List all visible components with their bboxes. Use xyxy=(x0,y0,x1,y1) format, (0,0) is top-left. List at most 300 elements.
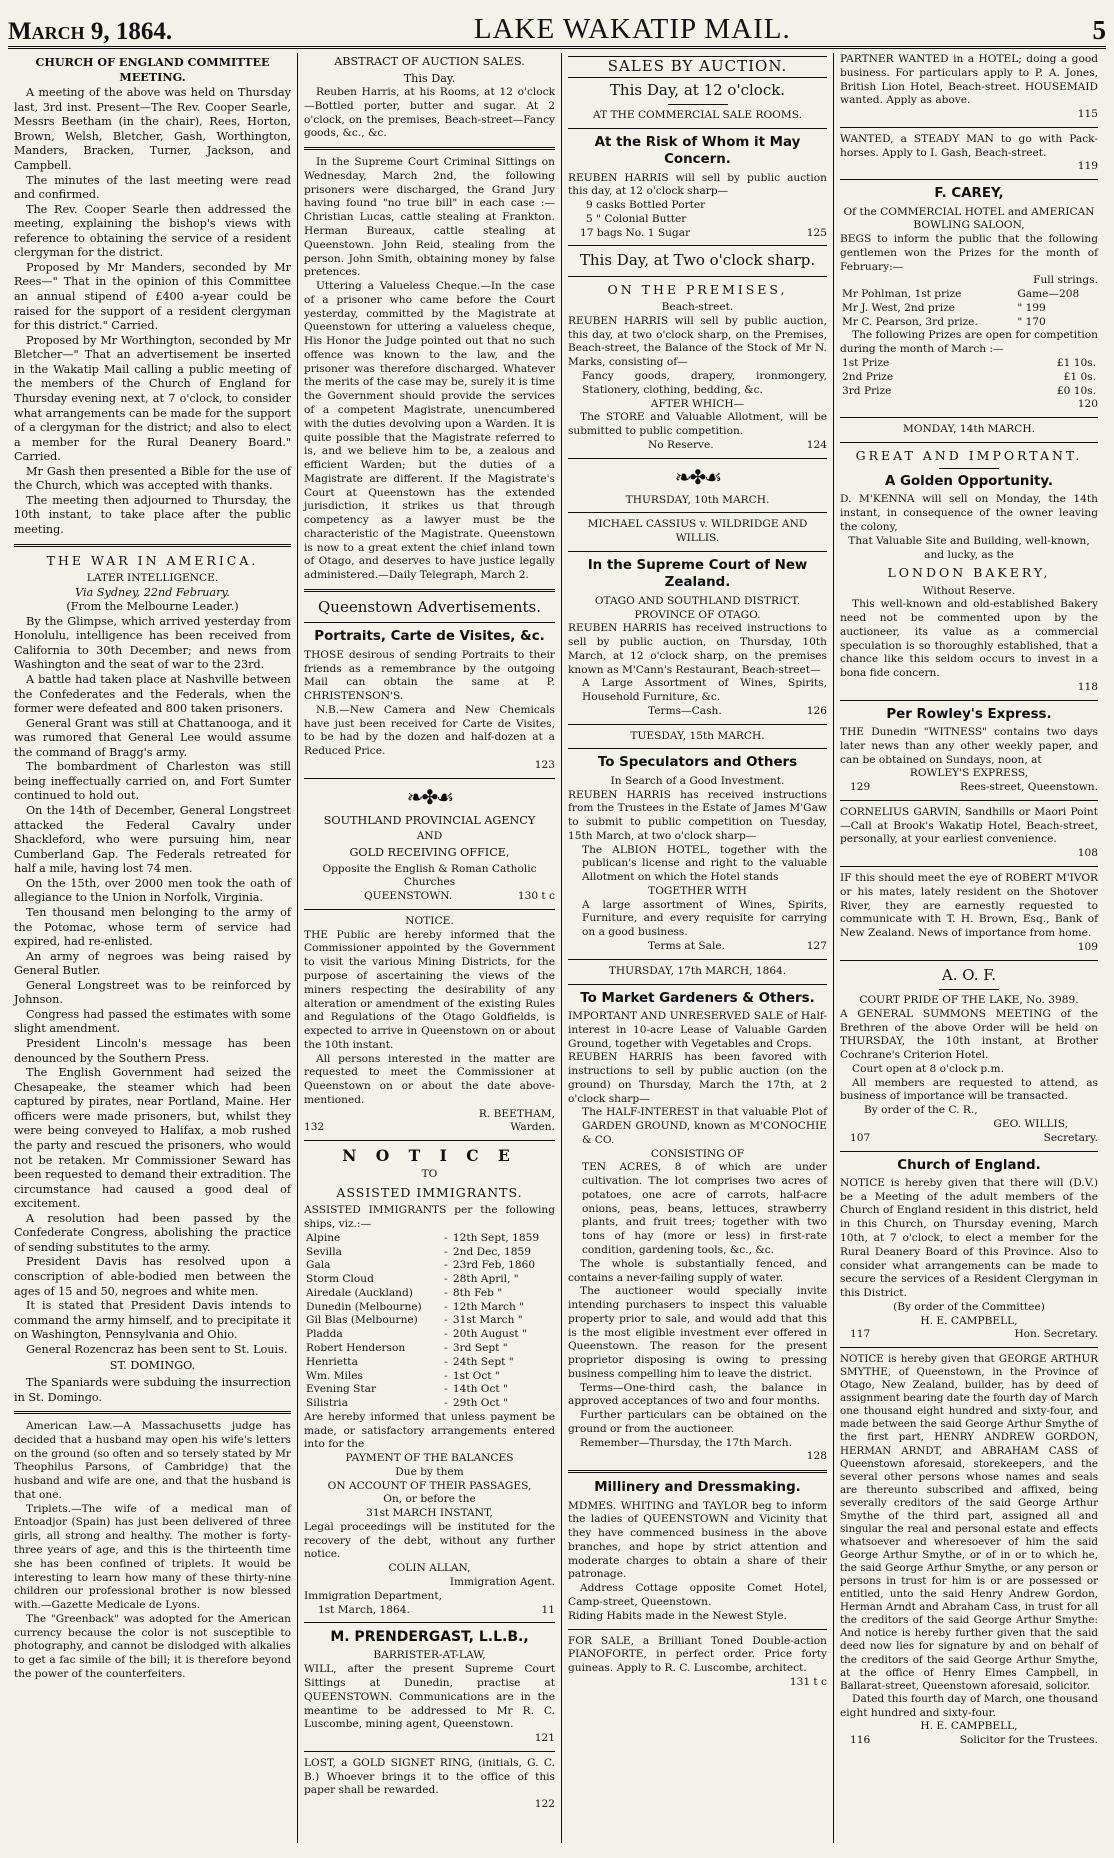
notice-role: Warden. xyxy=(510,1121,555,1134)
divider xyxy=(304,589,555,592)
ship-date: 3rd Sept " xyxy=(452,1341,508,1354)
immigrants-date: 31st MARCH INSTANT, xyxy=(366,1507,493,1520)
gardeners-paragraph: REUBEN HARRIS has been favored with instructions to sell by public auction (on the ground) on Thursday, March the 17th, at 2 o'clock sharp— xyxy=(568,1051,827,1105)
article-paragraph: Congress had passed the estimates with some slight amendment. xyxy=(14,1007,291,1036)
london-bakery: LONDON BAKERY, xyxy=(887,565,1051,581)
abstract-subheading: This Day. xyxy=(403,71,456,85)
risk-item: 9 casks Bottled Porter xyxy=(586,199,706,212)
article-paragraph: A battle had taken place at Nashville between the Confederates and the Federals, when the former were defeated and 800 taken prisoners. xyxy=(14,672,291,716)
divider xyxy=(568,1629,827,1630)
speculators-subheading: In Search of a Good Investment. xyxy=(610,774,785,787)
divider xyxy=(840,127,1098,128)
smythe-dated: Dated this fourth day of March, one thousand eight hundred and sixty-four. xyxy=(840,1692,1098,1719)
article-paragraph: A resolution had been passed by the Confederate Congress, abolishing the practice of sending substitutes to the army. xyxy=(14,1211,291,1254)
ad-number: 124 xyxy=(806,438,827,451)
ship-name: Alpine xyxy=(306,1231,341,1244)
mivor-paragraph: IF this should meet the eye of ROBERT M'IVOR or his mates, lately resident on the Shotover River, they are earnestly requested to communicate with T. H. Brown, Esq., Bank of New Zealand. News of importance from home. xyxy=(840,871,1098,940)
column-4 xyxy=(834,53,1104,1843)
ad-number: 132 xyxy=(304,1121,325,1134)
ship-dash: - xyxy=(444,1328,448,1341)
prize-row xyxy=(840,357,1098,371)
agency-and: AND xyxy=(416,830,443,843)
ship-row xyxy=(304,1356,555,1370)
ship-dash: - xyxy=(444,1355,448,1368)
ship-dash: - xyxy=(444,1231,448,1244)
ship-date: 31st March " xyxy=(452,1314,523,1327)
risk-footer xyxy=(568,227,827,241)
court-role: Secretary. xyxy=(1043,1131,1098,1144)
article-paragraph: General Longstreet was to be reinforced by Johnson. xyxy=(14,978,291,1007)
ships-table xyxy=(304,1232,555,1411)
divider xyxy=(840,960,1098,961)
article-paragraph: It is stated that President Davis intends to command the army himself, and to precipitate it on Washington, Pennsylvania and Ohio. xyxy=(14,1299,291,1342)
ship-dash: - xyxy=(444,1397,448,1410)
carey-march: The following Prizes are open for competition during the month of March :— xyxy=(840,329,1098,356)
ship-row xyxy=(304,1342,555,1356)
court-by: By order of the C. R., xyxy=(864,1104,978,1117)
ship-date: 8th Feb " xyxy=(452,1286,503,1299)
millinery-riding: Riding Habits made in the Newest Style. xyxy=(568,1609,787,1622)
ship-dash: - xyxy=(444,1314,448,1327)
ship-row xyxy=(304,1273,555,1287)
divider xyxy=(304,1751,555,1752)
war-article xyxy=(14,615,291,1358)
sales-by-auction-heading: SALES BY AUCTION. xyxy=(568,56,827,78)
smythe-footer xyxy=(840,1734,1098,1748)
article-paragraph: Mr Gash then presented a Bible for the use of the Church, which was accepted with thanks. xyxy=(14,464,291,493)
immigrants-intro: ASSISTED IMMIGRANTS per the following ships, viz.:— xyxy=(304,1204,555,1231)
page-number: 5 xyxy=(1092,15,1106,45)
issue-date: March 9, 1864. xyxy=(8,18,173,45)
court-signature: GEO. WILLIS, xyxy=(993,1117,1068,1130)
ad-number: 117 xyxy=(850,1328,871,1341)
carey-prizes-table xyxy=(840,357,1098,398)
portraits-paragraph: THOSE desirous of sending Portraits to their friends as a remembrance by the outgoing Mail can obtain the same at P. CHRISTENSON'S. xyxy=(304,648,555,703)
article-paragraph: Proposed by Mr Manders, seconded by Mr Rees—" That in the opinion of this Committee an annual stipend of £400 a-year could be raised for the support of a resident clergyman for this district." Carried. xyxy=(14,260,291,333)
supreme-terms: Terms—Cash. xyxy=(648,704,722,717)
divider xyxy=(304,909,555,910)
notice-signature: R. BEETHAM, xyxy=(478,1107,555,1120)
risk-item: 5 " Colonial Butter xyxy=(586,212,687,225)
immigrants-heading-2: ASSISTED IMMIGRANTS. xyxy=(336,1185,523,1201)
court-paragraph: A GENERAL SUMMONS MEETING of the Brethren of the above Order will be held on THURSDAY, the 10th instant, at Brother Cochrane's Criterion Hotel. xyxy=(840,1007,1098,1062)
divider xyxy=(840,866,1098,867)
divider xyxy=(568,748,827,749)
premises-items: Fancy goods, drapery, ironmongery, Stationery, clothing, bedding, &c. xyxy=(582,370,827,396)
lost-ring-paragraph: LOST, a GOLD SIGNET RING, (initials, G. C. B.) Whoever brings it to the office of this paper shall be rewarded. xyxy=(304,1756,555,1797)
war-heading: THE WAR IN AMERICA. xyxy=(46,552,259,568)
agency-town: QUEENSTOWN. xyxy=(364,890,453,903)
smythe-role: Solicitor for the Trustees. xyxy=(959,1734,1098,1747)
prize-amount: £0 10s. xyxy=(1056,384,1096,397)
st-domingo-heading: ST. DOMINGO. xyxy=(109,1359,196,1373)
winner-name: Mr C. Pearson, 3rd prize. xyxy=(842,315,978,328)
smythe-paragraph: NOTICE is hereby given that GEORGE ARTHUR SMYTHE, of Queenstown, in the Province of Otago, New Zealand, builder, has by deed of assignment bearing date the fourth day of March one thousand eight hundred and sixty-four, and made between the said George Arthur Smythe of the first part, HENRY ANDREW GORDON, HERMAN ARNDT, and ABRAHAM CASS of Queenstown aforesaid, storekeepers, and the several other persons whose names and seals are thereunto subscribed and affixed, being severally creditors of the said George Arthur Smythe of the third part, assigned all and singular the real and personal estate and effects whatsoever and wheresoever of him the said George Arthur Smythe, or of in or to which he, the said George Arthur Smythe, or any person or persons in trust for him is or are possessed or entitled, unto the said Henry Andrew Gordon, Herman Arndt and Abraham Cass, in trust for all the creditors of the said George Arthur Smythe: And notice is hereby further given that the said deed now lies for signature by and on behalf of the creditors of the said George Arthur Smythe, at the office of Henry Elmes Campbell, in Ballarat-street, Queenstown aforesaid, solicitor. xyxy=(840,1353,1098,1692)
speculators-wines: A large assortment of Wines, Spirits, Furniture, and every requisite for carrying on a good business. xyxy=(582,898,827,939)
ad-number: 125 xyxy=(806,226,827,239)
short-rule xyxy=(939,468,999,469)
carey-subheading: Of the COMMERCIAL HOTEL and AMERICAN BOWLING SALOON, xyxy=(843,205,1095,232)
risk-paragraph: REUBEN HARRIS will sell by public auction this day, at 12 o'clock sharp— xyxy=(568,171,827,198)
church-of-england-heading: Church of England. xyxy=(897,1157,1041,1173)
winner-row xyxy=(840,288,1098,302)
otago-heading: OTAGO AND SOUTHLAND DISTRICT. PROVINCE OF OTAGO. xyxy=(594,594,801,621)
ship-row xyxy=(304,1259,555,1273)
coe-role: Hon. Secretary. xyxy=(1014,1328,1098,1341)
winner-row xyxy=(840,302,1098,316)
immigrants-dept: Immigration Department, xyxy=(304,1589,442,1602)
notice-footer xyxy=(304,1121,555,1135)
gardeners-auctioneer: The auctioneer would specially invite intending purchasers to inspect this valuable property prior to sale, and would add that this is the most eligible investment ever offered in Queenstown. The reason for the present proprietor disposing is owing to pressing business compelling him to leave the district. xyxy=(568,1285,827,1380)
divider xyxy=(568,512,827,513)
divider xyxy=(840,417,1098,418)
ship-row xyxy=(304,1287,555,1301)
ornament-icon: ❧✤☙ xyxy=(406,784,453,809)
prendergast-paragraph: WILL, after the present Supreme Court Sittings at Dunedin, practise at QUEENSTOWN. Communications are in the meantime to be addressed to Mr R. C. Luscombe, mining agent, Queenstown. xyxy=(304,1663,555,1731)
ship-row xyxy=(304,1383,555,1397)
immigrants-legal: Legal proceedings will be instituted for the recovery of the debt, without any further notice. xyxy=(304,1520,555,1561)
prize-name: 3rd Prize xyxy=(842,384,892,397)
war-subheading: LATER INTELLIGENCE. xyxy=(86,571,219,584)
divider xyxy=(568,128,827,129)
tuesday-heading: TUESDAY, 15th MARCH. xyxy=(630,729,765,742)
ad-number: 109 xyxy=(1077,940,1098,953)
smythe-signature: H. E. CAMPBELL, xyxy=(920,1720,1018,1733)
ship-name: Dunedin (Melbourne) xyxy=(306,1300,422,1313)
article-paragraph: The bombardment of Charleston was still being ineffectually carried on, and Fort Sumter continued to hold out. xyxy=(14,760,291,803)
sales-rooms: AT THE COMMERCIAL SALE ROOMS. xyxy=(593,109,802,121)
gardeners-fenced: The whole is substantially fenced, and contains a never-failing supply of water. xyxy=(568,1257,827,1284)
carey-paragraph: BEGS to inform the public that the following gentlemen won the Prizes for the month of February:— xyxy=(840,233,1098,273)
article-paragraph: Ten thousand men belonging to the army of the Potomac, whose term of service had expired, had re-enlisted. xyxy=(14,905,291,949)
ship-dash: - xyxy=(444,1273,448,1286)
agency-footer xyxy=(304,890,555,904)
golden-heading: A Golden Opportunity. xyxy=(884,474,1054,490)
two-oclock-heading: This Day, at Two o'clock sharp. xyxy=(579,251,816,270)
court-paragraph: In the Supreme Court Criminal Sittings on Wednesday, March 2nd, the following prisoners were discharged, the Grand Jury having found "no true bill" in each case :—Christian Lucas, cattle stealing at Frankton. Herman Bureaux, cattle stealing at Queenstown. John Reid, stealing from the person. John Smith, obtaining money by false pretences. xyxy=(304,156,555,279)
divider xyxy=(14,1411,291,1414)
ship-date: 20th August " xyxy=(452,1328,527,1341)
gardeners-heading: To Market Gardeners & Others. xyxy=(580,990,815,1006)
gardeners-half: The HALF-INTEREST in that valuable Plot of GARDEN GROUND, known as M'CONOCHIE & CO. xyxy=(582,1106,827,1146)
speculators-paragraph: REUBEN HARRIS has received instructions from the Trustees in the Estate of James M'Gaw to submit to public competition on Tuesday, 15th March, at two o'clock sharp— xyxy=(568,788,827,842)
church-committee-heading: CHURCH OF ENGLAND COMMITTEE MEETING. xyxy=(35,55,270,84)
golden-reserve: Without Reserve. xyxy=(922,584,1016,597)
notice-paragraph-2: All persons interested in the matter are requested to meet the Commissioner at Queenstown on or about the date above-mentioned. xyxy=(304,1052,555,1106)
coe-by: (By order of the Committee) xyxy=(893,1300,1045,1313)
gardeners-terms: Terms—One-third cash, the balance in approved acceptances of two and four months. xyxy=(568,1381,827,1408)
supreme-items: A Large Assortment of Wines, Spirits, Household Furniture, &c. xyxy=(582,677,827,704)
ship-row xyxy=(304,1370,555,1384)
premises-street: Beach-street. xyxy=(661,301,734,314)
abstract-paragraph: Reuben Harris, at his Rooms, at 12 o'clock—Bottled porter, butter and sugar. At 2 o'clock, on the premises, Beach-street—Fancy goods, &c., &c. xyxy=(304,86,555,140)
divider xyxy=(568,984,827,985)
millinery-address: Address Cottage opposite Comet Hotel, Camp-street, Queenstown. xyxy=(568,1582,827,1609)
gardeners-remember: Remember—Thursday, the 17th March. xyxy=(580,1436,792,1449)
article-paragraph: The English Government had seized the Chesapeake, the steamer which had been captured by pirates, near Portland, Maine. Her officers were made prisoners, but, whilst they were being conveyed to Halifax, a mob rushed the party and rescued the prisoners, who would not be retaken. Mr Commissioner Seward has been requested to demand their extradition. The circumstance had caused a good deal of excitement. xyxy=(14,1066,291,1211)
ad-number: 115 xyxy=(1077,108,1098,121)
article-paragraph: President Lincoln's message has been denounced by the Southern Press. xyxy=(14,1037,291,1065)
notice-paragraph: THE Public are hereby informed that the Commissioner appointed by the Government to visit the various Mining Districts, for the purpose of ascertaining the views of the miners respecting the desirability of any alteration or amendment of the existing Rules and Regulations of the Otago Goldfields, is expected to arrive in Queenstown on or about the 10th instant. xyxy=(304,928,555,1051)
divider xyxy=(840,179,1098,180)
ship-row xyxy=(304,1314,555,1328)
ship-row xyxy=(304,1232,555,1246)
ship-date: 14th Oct " xyxy=(452,1383,508,1396)
war-source: (From the Melbourne Leader.) xyxy=(66,600,239,614)
ad-number: 123 xyxy=(534,758,555,771)
abstract-heading: ABSTRACT OF AUCTION SALES. xyxy=(334,55,525,68)
premises-paragraph: REUBEN HARRIS will sell by public auction, this day, at two o'clock sharp, on the Premises, Beach-street, the Balance of the Stock of Mr N. Marks, consisting of— xyxy=(568,314,827,369)
prendergast-heading: M. PRENDERGAST, L.L.B., xyxy=(330,1629,529,1646)
carey-full-strings: Full strings. xyxy=(1033,274,1098,287)
supreme-paragraph: REUBEN HARRIS has received instructions to sell by public auction, on Thursday, 10th March, at 12 o'clock sharp, on the premises known as M'Cann's Restaurant, Beach-street— xyxy=(568,622,827,676)
premises-reserve: No Reserve. xyxy=(648,438,714,451)
ship-name: Wm. Miles xyxy=(306,1369,363,1382)
winner-score: " 199 xyxy=(1017,301,1046,314)
millinery-paragraph: MDMES. WHITING and TAYLOR beg to inform the ladies of QUEENSTOWN and Vicinity that they have commenced business in the above branches, and hope by strict attention and moderate charges to obtain a share of their patronage. xyxy=(568,1499,827,1581)
prize-row xyxy=(840,371,1098,385)
divider xyxy=(304,1622,555,1623)
ad-number: 120 xyxy=(1077,398,1098,411)
rowley-paragraph: THE Dunedin "WITNESS" contains two days later news than any other weekly paper, and can be obtained on Sundays, noon, at xyxy=(840,726,1098,766)
thursday-heading: THURSDAY, 10th MARCH. xyxy=(625,493,770,506)
speculators-together: TOGETHER WITH xyxy=(648,884,747,897)
ad-number: 119 xyxy=(1077,160,1098,173)
risk-heading: At the Risk of Whom it May Concern. xyxy=(594,134,801,168)
premises-heading: ON THE PREMISES, xyxy=(607,281,788,297)
short-rule xyxy=(939,989,999,990)
ad-number: 122 xyxy=(534,1798,555,1811)
divider xyxy=(840,1151,1098,1152)
supreme-court-heading: In the Supreme Court of New Zealand. xyxy=(587,557,808,591)
ad-number: 121 xyxy=(534,1732,555,1745)
immigrants-footer xyxy=(304,1604,555,1618)
divider xyxy=(14,544,291,547)
carey-heading: F. CAREY, xyxy=(934,186,1004,202)
ad-number: 118 xyxy=(1077,680,1098,693)
immigrants-due: Due by them xyxy=(395,1465,464,1478)
ship-dash: - xyxy=(444,1369,448,1382)
speculators-footer xyxy=(568,940,827,954)
court-heading: COURT PRIDE OF THE LAKE, No. 3989. xyxy=(859,994,1079,1007)
cassius-heading: MICHAEL CASSIUS v. WILDRIDGE AND WILLIS. xyxy=(587,518,808,545)
article-paragraph: General Grant was still at Chattanooga, and it was rumored that General Lee would assume the command of Bragg's army. xyxy=(14,716,291,759)
ship-date: 29th Oct " xyxy=(452,1397,508,1410)
prendergast-subheading: BARRISTER-AT-LAW, xyxy=(373,1649,486,1662)
immigrants-paragraph: Are hereby informed that unless payment be made, or satisfactory arrangements entered into for the xyxy=(304,1410,555,1451)
ship-name: Airedale (Auckland) xyxy=(306,1286,413,1299)
monday-heading: MONDAY, 14th MARCH. xyxy=(903,423,1035,436)
ship-date: 1st Oct " xyxy=(452,1369,500,1382)
article-paragraph: On the 14th of December, General Longstreet attacked the Federal Cavalry under Shackleford, who were pursuing him, near Cumberland Gap. The Federals retreated for half a mile, having lost 74 men. xyxy=(14,804,291,876)
article-paragraph: Proposed by Mr Worthington, seconded by Mr Bletcher—" That an advertisement be inserted in the Wakatip Mail calling a public meeting of the members of the Church of England for Thursday evening next, at 7 o'clock, to consider what arrangements can be made for the support of a clergyman for the district; and also to elect a member for the Rural Deanery Board." Carried. xyxy=(14,333,291,464)
divider xyxy=(568,959,827,960)
immigrants-heading: N O T I C E xyxy=(342,1146,517,1166)
agency-heading-2: GOLD RECEIVING OFFICE, xyxy=(349,846,510,860)
agency-heading: SOUTHLAND PROVINCIAL AGENCY xyxy=(323,813,536,827)
greenback-paragraph: The "Greenback" was adopted for the American currency because the color is not susceptible to photography, and cannot be dislodged with alkalies to get a fac simile of the bill; it is therefore beyond the power of the counterfeiters. xyxy=(14,1612,291,1680)
ship-date: 12th March " xyxy=(452,1300,525,1313)
ship-date: 28th April, " xyxy=(452,1273,519,1286)
ship-name: Evening Star xyxy=(306,1383,377,1396)
prize-amount: £1 0s. xyxy=(1063,370,1096,383)
divider xyxy=(840,1347,1098,1348)
gardeners-subheading: IMPORTANT AND UNRESERVED SALE of Half-interest in 10-acre Lease of Valuable Garden Ground, together with Vegetables and Crops. xyxy=(568,1009,827,1050)
ship-name: Henrietta xyxy=(306,1355,358,1368)
ship-name: Gil Blas (Melbourne) xyxy=(306,1314,418,1327)
column-3 xyxy=(562,53,834,1843)
carey-winners-table xyxy=(840,288,1098,329)
ship-date: 24th Sept " xyxy=(452,1355,514,1368)
speculators-terms: Terms at Sale. xyxy=(648,940,725,953)
ship-dash: - xyxy=(444,1300,448,1313)
immigrants-account: ON ACCOUNT OF THEIR PASSAGES, xyxy=(327,1479,532,1492)
ad-number: 129 xyxy=(850,781,871,794)
golden-this: This well-known and old-established Bakery need not be commented upon by the auctioneer, its value as a commercial speculation is so thoroughly established, that a chance like this seldom occurs to invest in a bona fide concern. xyxy=(840,598,1098,680)
church-committee-article xyxy=(14,86,291,537)
divider xyxy=(568,245,827,246)
divider xyxy=(840,700,1098,701)
ship-dash: - xyxy=(444,1245,448,1258)
ship-row xyxy=(304,1246,555,1260)
court-open: Court open at 8 o'clock p.m. xyxy=(852,1062,1004,1075)
ship-date: 2nd Dec, 1859 xyxy=(452,1245,531,1258)
millinery-heading: Millinery and Dressmaking. xyxy=(594,1480,801,1496)
prize-name: 1st Prize xyxy=(842,356,890,369)
article-paragraph: On the 15th, over 2000 men took the oath of allegiance to the Union in Norfolk, Virginia. xyxy=(14,876,291,905)
ship-row xyxy=(304,1301,555,1315)
st-domingo-paragraph: The Spaniards were subduing the insurrection in St. Domingo. xyxy=(14,1375,291,1404)
ship-name: Sevilla xyxy=(306,1245,342,1258)
divider xyxy=(568,458,827,459)
american-law-paragraph: American Law.—A Massachusetts judge has decided that a husband may open his wife's letters on the ground (so often and so tersely stated by Mr Theophilus Parsons, of Cambridge) that the husband and wife are one, and that the husband is that one. xyxy=(14,1420,291,1501)
speculators-heading: To Speculators and Others xyxy=(597,755,798,771)
ship-name: Robert Henderson xyxy=(306,1341,406,1354)
immigrants-to: TO xyxy=(421,1168,438,1181)
article-paragraph: A meeting of the above was held on Thursday last, 3rd inst. Present—The Rev. Cooper Searle, Messrs Beetham (in the chair), Rees, Horton, Brown, Welsh, Bletcher, Gash, Worthington, Manders, Bracken, Turner, Jackson, and Campbell. xyxy=(14,86,291,172)
risk-item: 17 bags No. 1 Sugar xyxy=(580,226,691,239)
winner-name: Mr Pohlman, 1st prize xyxy=(842,288,962,301)
divider xyxy=(840,442,1098,443)
gardeners-consisting: CONSISTING OF xyxy=(650,1147,745,1160)
rowley-address: Rees-street, Queenstown. xyxy=(959,781,1098,794)
wanted-paragraph: WANTED, a STEADY MAN to go with Pack-horses. Apply to I. Gash, Beach-street. xyxy=(840,132,1098,159)
ad-number: 108 xyxy=(1077,847,1098,860)
gardeners-further: Further particulars can be obtained on the ground or from the auctioneer. xyxy=(568,1409,827,1435)
winner-score: " 170 xyxy=(1017,315,1046,328)
ship-name: Gala xyxy=(306,1259,331,1272)
ship-dash: - xyxy=(444,1341,448,1354)
partner-paragraph: PARTNER WANTED in a HOTEL; doing a good business. For particulars apply to P. A. Jones, British Lion Hotel, Beach-street. HOUSEMAID wanted. Apply as above. xyxy=(840,53,1098,107)
thursday-17-heading: THURSDAY, 17th MARCH, 1864. xyxy=(608,964,787,977)
article-paragraph: The meeting then adjourned to Thursday, the 10th instant, to take place after the public meeting. xyxy=(14,493,291,536)
divider xyxy=(304,1140,555,1141)
article-paragraph: President Davis has resolved upon a conscription of able-bodied men between the ages of 15 and 50, negroes and white men. xyxy=(14,1255,291,1298)
immigrants-signature: COLIN ALLAN, xyxy=(388,1562,471,1575)
ship-name: Silistria xyxy=(306,1397,348,1410)
piano-sale-paragraph: FOR SALE, a Brilliant Toned Double-action PIANOFORTE, in perfect order. Price forty guineas. Apply to R. C. Luscombe, architect. xyxy=(568,1634,827,1675)
ship-name: Pladda xyxy=(306,1328,343,1341)
rowley-heading: Per Rowley's Express. xyxy=(886,706,1052,722)
column-1 xyxy=(8,53,298,1843)
ad-number: 130 t c xyxy=(517,890,555,903)
coe-footer xyxy=(840,1328,1098,1342)
prize-name: 2nd Prize xyxy=(842,370,894,383)
notice-heading: NOTICE. xyxy=(405,914,454,927)
ship-row xyxy=(304,1328,555,1342)
portraits-nb: N.B.—New Camera and New Chemicals have just been received for Carte de Visites, to be had by the dozen and half-dozen at a Reduced Price. xyxy=(304,703,555,758)
article-paragraph: By the Glimpse, which arrived yesterday from Honolulu, intelligence has been received from California to 30th December; and news from Washington and the seat of war to the 23rd. xyxy=(14,614,291,672)
gardeners-acres: TEN ACRES, 8 of which are under cultivation. The lot comprises two acres of potatoes, one acre of carrots, half-acre onions, peas, beans, lettuces, strawberry plants, and fruit trees; together with two tons of hay (more or less) in first-rate condition, gardening tools, &c., &c. xyxy=(582,1161,827,1256)
ad-number: 11 xyxy=(541,1603,555,1616)
immigrants-on: On, or before the xyxy=(383,1493,476,1506)
ship-dash: - xyxy=(444,1259,448,1272)
ad-number: 126 xyxy=(806,704,827,717)
queenstown-ads-heading: Queenstown Advertisements. xyxy=(317,597,541,616)
divider xyxy=(568,1470,827,1473)
prize-amount: £1 10s. xyxy=(1056,356,1096,369)
immigrants-dated: 1st March, 1864. xyxy=(318,1603,410,1616)
masthead xyxy=(8,6,1106,49)
immigrants-role: Immigration Agent. xyxy=(449,1576,555,1588)
court-all: All members are requested to attend, as business of importance will be transacted. xyxy=(840,1076,1098,1103)
premises-store: The STORE and Valuable Allotment, will be submitted to public competition. xyxy=(568,411,827,438)
winner-score: Game—208 xyxy=(1017,288,1080,301)
ship-date: 12th Sept, 1859 xyxy=(452,1231,540,1244)
triplets-paragraph: Triplets.—The wife of a medical man of Entoadjor (Spain) has just been delivered of three girls, all strong and healthy. The mother is forty-three years of age, and this is the thirteenth time she has been confined of triplets. It would be interesting to learn how many of these thirty-nine children our professional brother is now blessed with.—Gazette Medicale de Lyons. xyxy=(14,1502,291,1612)
column-2 xyxy=(298,53,562,1843)
rowley-footer xyxy=(840,781,1098,795)
divider xyxy=(568,551,827,552)
premises-footer xyxy=(568,439,827,453)
ad-number: 107 xyxy=(850,1131,871,1144)
ad-number: 116 xyxy=(850,1734,871,1747)
ship-dash: - xyxy=(444,1286,448,1299)
agency-subheading: Opposite the English & Roman Catholic Churches xyxy=(322,862,537,889)
divider xyxy=(304,778,555,779)
ship-name: Storm Cloud xyxy=(306,1273,374,1286)
article-paragraph: General Rozencraz has been sent to St. Louis. xyxy=(26,1342,288,1356)
ad-number: 127 xyxy=(806,940,827,953)
ship-dash: - xyxy=(444,1383,448,1396)
great-important-heading: GREAT AND IMPORTANT. xyxy=(855,447,1083,463)
portraits-heading: Portraits, Carte de Visites, &c. xyxy=(314,629,545,645)
divider xyxy=(568,276,827,277)
coe-signature: H. E. CAMPBELL, xyxy=(920,1314,1018,1327)
winner-row xyxy=(840,316,1098,330)
ad-number: 128 xyxy=(806,1450,827,1463)
article-paragraph: The minutes of the last meeting were read and confirmed. xyxy=(14,173,291,202)
divider xyxy=(304,622,555,623)
winner-name: Mr J. West, 2nd prize xyxy=(842,301,955,314)
divider xyxy=(568,724,827,725)
sales-day: This Day, at 12 o'clock. xyxy=(609,80,786,99)
article-paragraph: An army of negroes was being raised by General Butler. xyxy=(14,949,291,978)
golden-paragraph: D. M'KENNA will sell on Monday, the 14th instant, in consequence of the owner leaving the colony, xyxy=(840,493,1098,533)
prize-row xyxy=(840,385,1098,399)
cheque-paragraph: Uttering a Valueless Cheque.—In the case of a prisoner who came before the Court yesterday, committed by the Magistrate at Queenstown for uttering a valueless cheque, His Honor the Judge pointed out that no such offence was known to the law, and the prisoner was therefore discharged. Whatever the merits of the case may be, surely it is time the Government should provide the services of a competent Magistrate, unencumbered with the duties devolving upon a Warden. It is quite possible that the Magistrate referred to is, and we believe him to be, a zealous and efficient Warden; but the duties of a Magistrate are different. If the Magistrate's Court at Queenstown has the extended jurisdiction, it strikes us that through competency as a lawyer must be the characteristic of the Magistrate. Queenstown is now to a great extent the chief inland town of Otago, and deserves to have justice legally administered.—Daily Telegraph, March 2. xyxy=(304,280,555,582)
golden-that: That Valuable Site and Building, well-known, and lucky, as the xyxy=(848,534,1090,561)
article-paragraph: The Rev. Cooper Searle then addressed the meeting, explaining the bishop's views with reference to obtaining the service of a resident clergyman for the district. xyxy=(14,202,291,260)
divider xyxy=(840,800,1098,801)
war-dateline: Via Sydney, 22nd February. xyxy=(75,585,230,599)
ornament-icon: ❧✤☙ xyxy=(674,464,721,489)
newspaper-title: LAKE WAKATIP MAIL. xyxy=(473,13,791,45)
garvin-paragraph: CORNELIUS GARVIN, Sandhills or Maori Point—Call at Brook's Wakatip Hotel, Beach-street, personally, at your earliest convenience. xyxy=(840,805,1098,846)
premises-after: AFTER WHICH— xyxy=(650,397,745,410)
speculators-albion: The ALBION HOTEL, together with the publican's license and right to the valuable Allotment on which the Hotel stands xyxy=(582,843,827,884)
immigrants-payment: PAYMENT OF THE BALANCES xyxy=(345,1452,514,1465)
